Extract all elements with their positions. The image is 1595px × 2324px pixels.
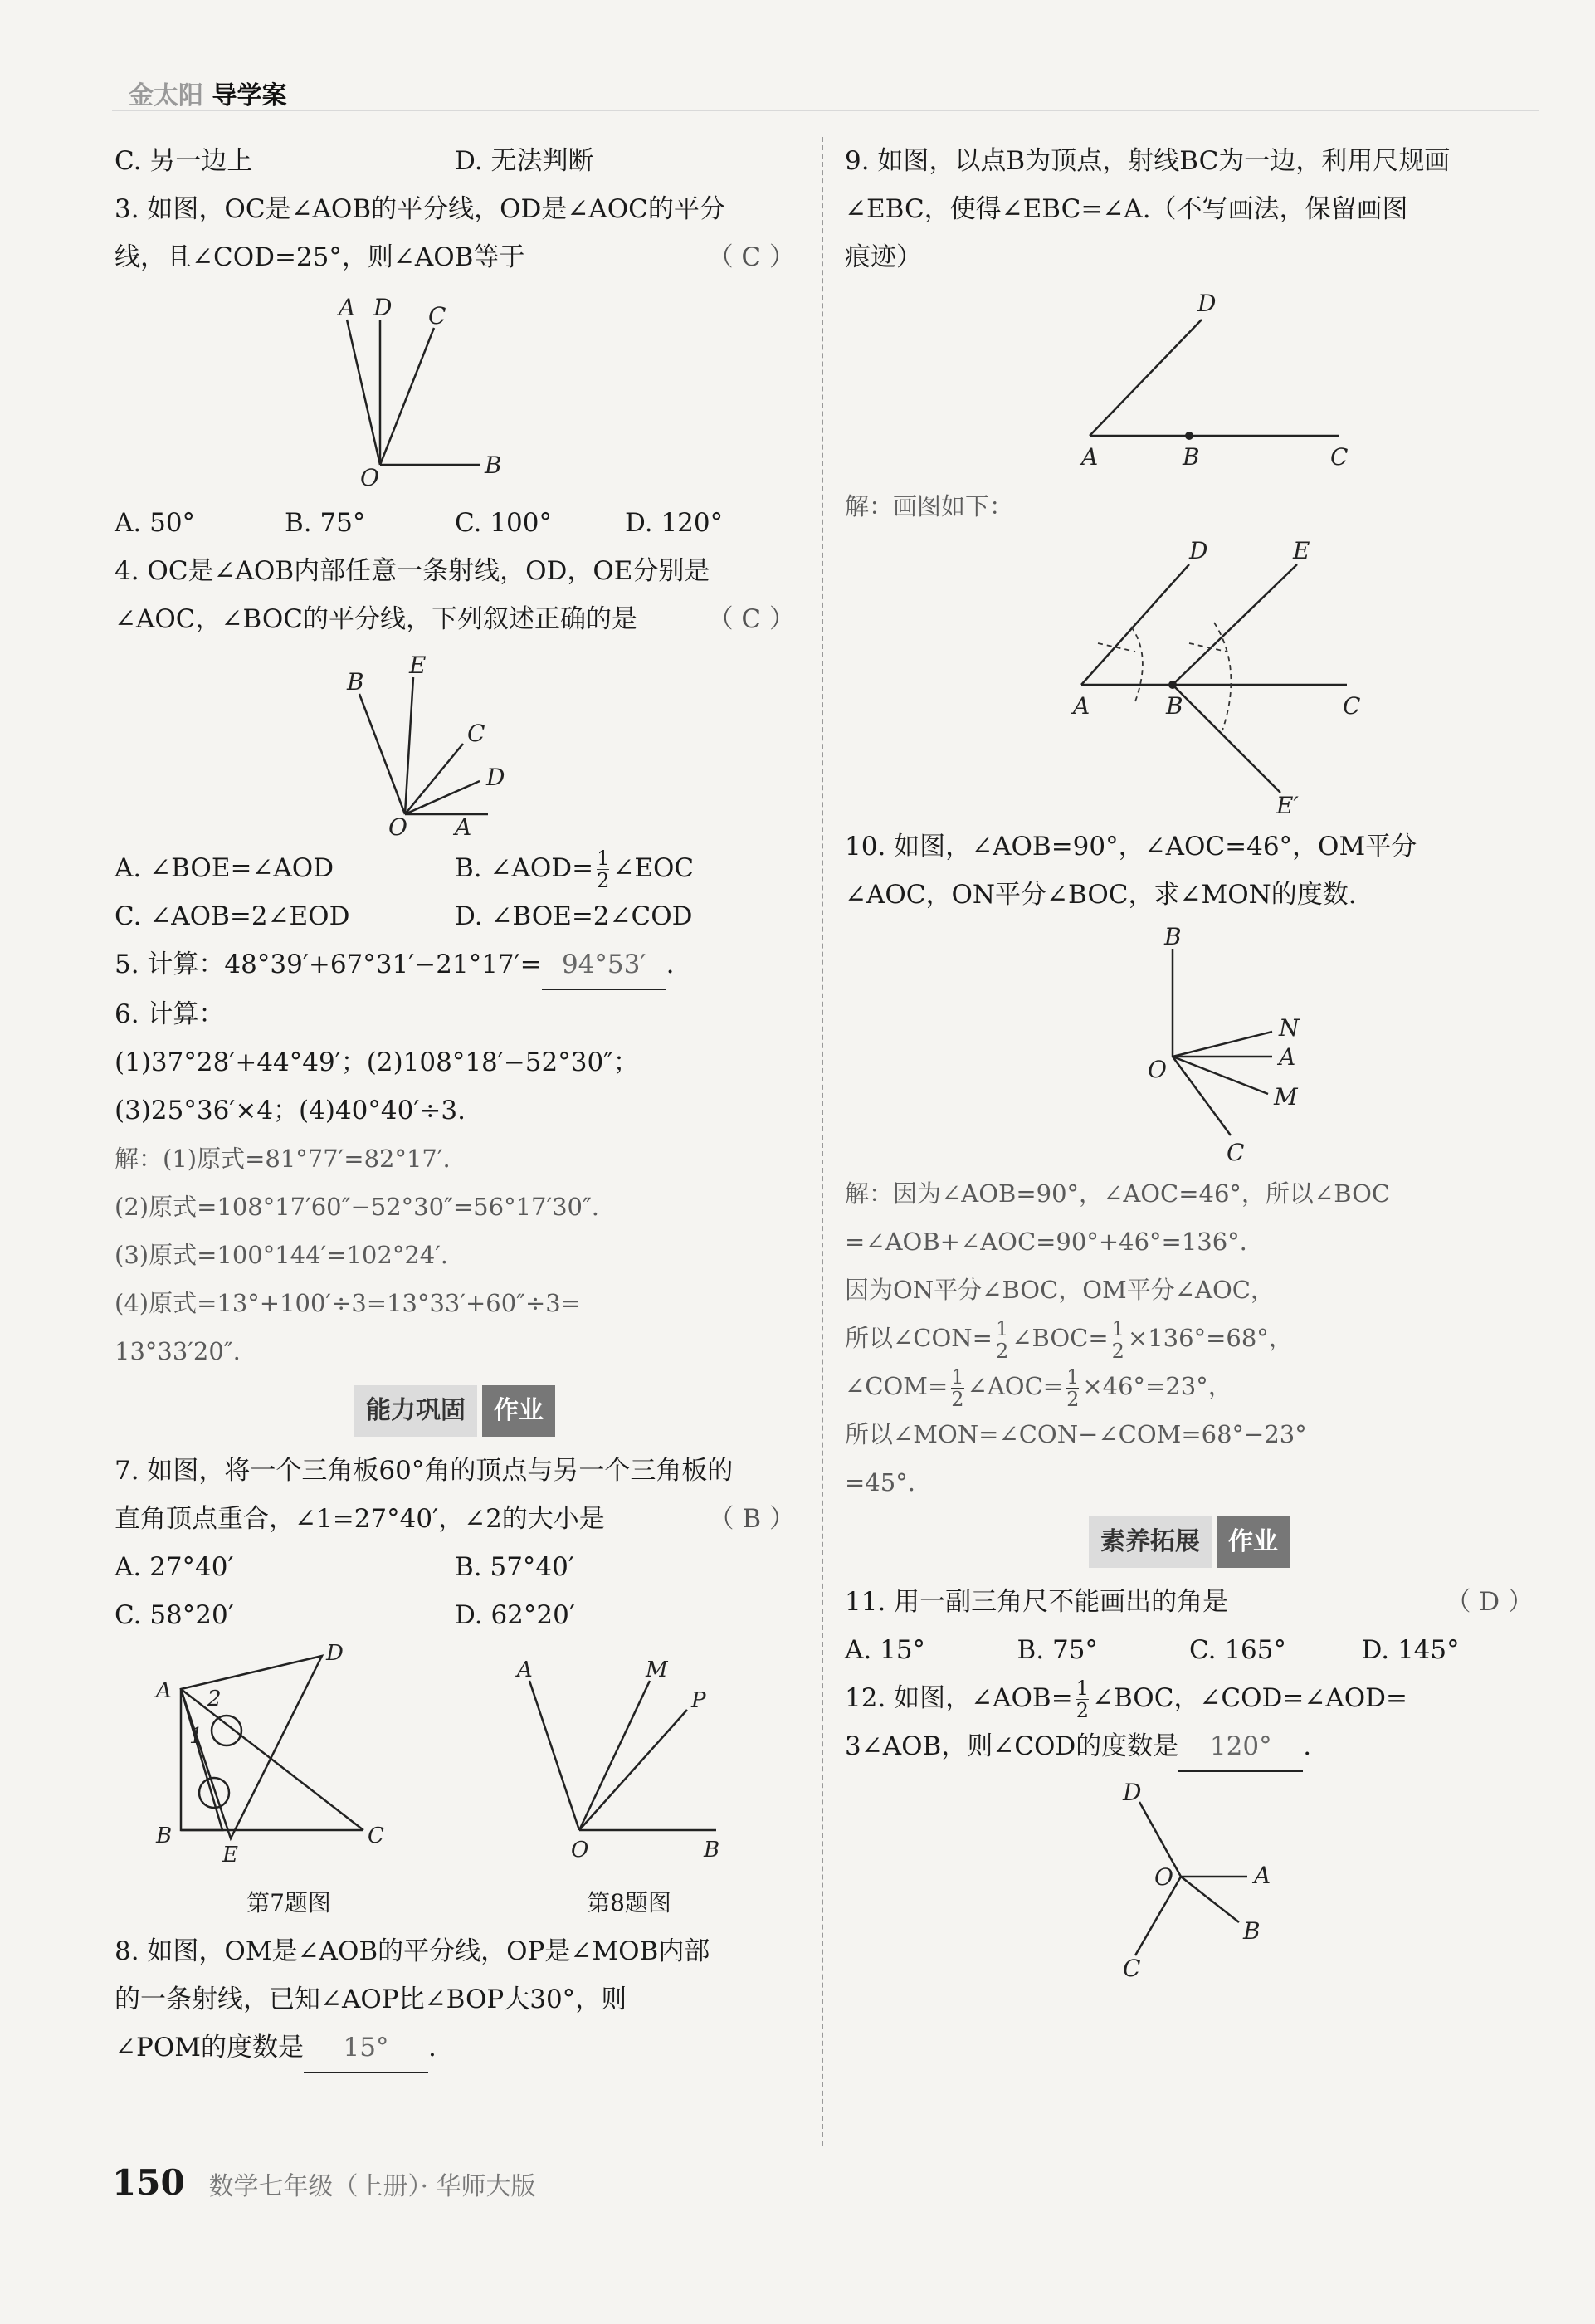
- fraction-half: [597, 847, 609, 891]
- left-column: [115, 137, 795, 2073]
- option: [455, 844, 795, 892]
- q5-answer: 94°53′: [542, 940, 666, 990]
- fraction-half: [996, 1318, 1008, 1362]
- q6-solution2: (2)原式=108°17′60″−52°30″=56°17′30″.: [115, 1193, 600, 1221]
- label-D: D: [486, 764, 505, 791]
- page-number: 150: [112, 2162, 185, 2203]
- s4b: ∠BOC=: [1012, 1324, 1109, 1352]
- fraction-half: [1066, 1366, 1079, 1410]
- q12-answer: 120°: [1178, 1722, 1303, 1772]
- q11-text: 11. 用一副三角尺不能画出的角是: [845, 1587, 1229, 1617]
- label-A: A: [517, 1658, 533, 1682]
- fraction-half: [951, 1366, 963, 1410]
- frac-den: 2: [1111, 1339, 1124, 1363]
- label-D: D: [326, 1641, 344, 1666]
- q6-solution1: 解：(1)原式=81°77′=82°17′.: [115, 1145, 451, 1173]
- label-N: N: [1279, 1014, 1300, 1042]
- q2-options: [115, 137, 795, 185]
- q7-q8-figures: [115, 1639, 795, 1927]
- q3-line1: 3. 如图，OC是∠AOB的平分线，OD是∠AOC的平分: [115, 194, 725, 224]
- s5a: ∠COM=: [845, 1372, 949, 1400]
- label-O: O: [1154, 1863, 1173, 1891]
- option: C. 58°20′: [115, 1600, 234, 1630]
- option: A. ∠BOE=∠AOD: [115, 853, 334, 883]
- q3-line2: [115, 233, 795, 281]
- q6-solution4: (4)原式=13°+100′÷3=13°33′+60″÷3=: [115, 1289, 582, 1317]
- q8-line1: 8. 如图，OM是∠AOB的平分线，OP是∠MOB内部: [115, 1936, 710, 1966]
- frac-den: 2: [995, 1339, 1009, 1363]
- q9-line2: ∠EBC，使得∠EBC=∠A.（不写画法，保留画图: [845, 194, 1408, 224]
- frac-num: 1: [995, 1316, 1009, 1340]
- option: C. 另一边上: [115, 146, 253, 176]
- label-E: E: [222, 1843, 238, 1863]
- q7-figure-block: [148, 1639, 430, 1927]
- banner-title: 素养拓展: [1089, 1516, 1212, 1568]
- q12-line2: 3∠AOB，则∠COD的度数是 120° .: [845, 1722, 1534, 1772]
- label-C: C: [1330, 443, 1349, 471]
- option: A. 50°: [115, 508, 196, 538]
- label-A: A: [1279, 1043, 1296, 1071]
- angle-2: 2: [207, 1687, 222, 1711]
- q10-solution1: 解：因为∠AOB=90°，∠AOC=46°，所以∠BOC: [845, 1179, 1391, 1208]
- s4a: 所以∠CON=: [845, 1324, 993, 1352]
- option: D. ∠BOE=2∠COD: [455, 901, 693, 931]
- label-B: B: [347, 668, 364, 696]
- q7-line1: 7. 如图，将一个三角板60°角的顶点与另一个三角板的: [115, 1456, 734, 1486]
- label-M: M: [1274, 1083, 1298, 1111]
- q8-line2: 的一条射线，已知∠AOP比∠BOP大30°，则: [115, 1985, 627, 2014]
- right-column: [845, 137, 1534, 1990]
- q3-figure: [314, 286, 596, 494]
- q10-figure: [1065, 924, 1314, 1164]
- option: B. 75°: [285, 508, 366, 538]
- option: C. 100°: [455, 508, 552, 538]
- q4-line1: 4. OC是∠AOB内部任意一条射线，OD，OE分别是: [115, 556, 710, 586]
- option-b-post: ∠EOC: [612, 853, 695, 883]
- q9-solution-figure: [990, 535, 1388, 818]
- section-banner: [845, 1516, 1534, 1568]
- q7-text: 直角顶点重合，∠1=27°40′，∠2的大小是: [115, 1504, 605, 1534]
- label-O: O: [388, 813, 407, 839]
- q12-line1: [845, 1674, 1534, 1722]
- q9-solution: 解：画图如下：: [845, 492, 1014, 520]
- caption-q7: 第7题图: [246, 1889, 331, 1916]
- banner-title: 能力巩固: [354, 1385, 477, 1437]
- label-B: B: [1164, 924, 1182, 950]
- label-B: B: [156, 1824, 173, 1848]
- label-E: E: [409, 652, 427, 679]
- q8-text: ∠POM的度数是: [115, 2033, 304, 2063]
- label-B: B: [704, 1838, 720, 1863]
- column-divider: [822, 137, 823, 2146]
- q9-line3: 痕迹）: [845, 242, 922, 272]
- q9-figure: [998, 286, 1380, 477]
- label-P: P: [691, 1688, 706, 1713]
- label-A: A: [1081, 443, 1099, 471]
- q7-answer: （ B ）: [708, 1504, 795, 1534]
- brand-part-a: 金太阳: [129, 81, 203, 110]
- q6-solution3: (3)原式=100°144′=102°24′.: [115, 1241, 449, 1269]
- point-b: [1185, 432, 1193, 440]
- q11: [845, 1578, 1534, 1626]
- label-B: B: [1183, 443, 1200, 471]
- label-O: O: [571, 1838, 589, 1863]
- label-A: A: [156, 1678, 172, 1703]
- option: D. 无法判断: [455, 146, 594, 176]
- q3-options: [115, 499, 795, 547]
- option: D. 62°20′: [455, 1600, 575, 1630]
- q6: 6. 计算：: [115, 999, 225, 1029]
- q10-solution7: =45°.: [845, 1468, 915, 1496]
- banner-tag: 作业: [1217, 1516, 1290, 1568]
- q12-figure: [1081, 1777, 1297, 1985]
- label-A: A: [1254, 1862, 1271, 1889]
- q3-text: 线，且∠COD=25°，则∠AOB等于: [115, 242, 525, 272]
- q7-options-row1: [115, 1543, 795, 1591]
- label-D: D: [1189, 537, 1208, 564]
- q6-line2: (3)25°36′×4；(4)40°40′÷3.: [115, 1096, 466, 1125]
- option: B. 75°: [1017, 1635, 1098, 1665]
- q6-solution5: 13°33′20″.: [115, 1337, 241, 1365]
- frac-num: 1: [1076, 1677, 1089, 1700]
- q10-solution4: [845, 1314, 1534, 1362]
- frac-den: 2: [1066, 1387, 1080, 1411]
- brand-logo: [129, 75, 286, 111]
- frac-den: 2: [597, 869, 610, 892]
- q11-answer: （ D ）: [1445, 1587, 1534, 1617]
- label-C: C: [1123, 1955, 1141, 1982]
- q8-figure: [496, 1639, 762, 1863]
- q4-text: ∠AOC，∠BOC的平分线，下列叙述正确的是: [115, 604, 637, 634]
- page-header: [112, 73, 1539, 111]
- frac-num: 1: [1066, 1365, 1080, 1389]
- fraction-half: [1076, 1677, 1089, 1721]
- banner-tag: 作业: [482, 1385, 555, 1437]
- q7-line2: [115, 1495, 795, 1543]
- q7-figure: [148, 1639, 430, 1863]
- option: C. 165°: [1189, 1635, 1286, 1665]
- q4-line2: [115, 595, 795, 643]
- q3-answer: （ C ）: [707, 242, 795, 272]
- q8-figure-block: [496, 1639, 762, 1927]
- q5-text: 5. 计算：48°39′+67°31′−21°17′=: [115, 950, 542, 979]
- option: A. 27°40′: [115, 1552, 234, 1582]
- label-D: D: [1197, 290, 1217, 317]
- q11-options: [845, 1626, 1534, 1674]
- label-D: D: [373, 294, 393, 321]
- label-A: A: [455, 813, 472, 839]
- label-A: A: [1073, 692, 1090, 720]
- q4-options-row1: [115, 844, 795, 892]
- q5: 5. 计算：48°39′+67°31′−21°17′= 94°53′ .: [115, 940, 795, 990]
- frac-num: 1: [951, 1365, 964, 1389]
- angle-1: 1: [189, 1724, 203, 1749]
- label-B: B: [485, 452, 502, 479]
- q4-answer: （ C ）: [707, 604, 795, 634]
- s5b: ∠AOC=: [967, 1372, 1064, 1400]
- label-B: B: [1166, 692, 1183, 720]
- label-B: B: [1243, 1917, 1261, 1945]
- q7-options-row2: [115, 1591, 795, 1639]
- label-E-prime: E′: [1276, 792, 1299, 818]
- q12-a: 12. 如图，∠AOB=: [845, 1683, 1073, 1713]
- label-O: O: [360, 464, 379, 491]
- frac-den: 2: [1076, 1699, 1089, 1722]
- q10-solution3: 因为ON平分∠BOC，OM平分∠AOC，: [845, 1276, 1275, 1304]
- option: B. 57°40′: [455, 1552, 574, 1582]
- q4-figure: [330, 648, 579, 839]
- label-C: C: [1343, 692, 1361, 720]
- q9-line1: 9. 如图，以点B为顶点，射线BC为一边，利用尺规画: [845, 146, 1451, 176]
- label-C: C: [1227, 1139, 1245, 1164]
- label-A: A: [339, 294, 356, 321]
- label-E: E: [1293, 537, 1310, 564]
- option: C. ∠AOB=2∠EOD: [115, 901, 350, 931]
- page-footer: [112, 2162, 536, 2203]
- s4c: ×136°=68°，: [1127, 1324, 1293, 1352]
- q10-solution5: [845, 1362, 1534, 1410]
- option: D. 120°: [625, 508, 724, 538]
- q8-line3: ∠POM的度数是 15° .: [115, 2024, 795, 2073]
- q10-line1: 10. 如图，∠AOB=90°，∠AOC=46°，OM平分: [845, 832, 1417, 862]
- option-b-pre: B. ∠AOD=: [455, 853, 594, 883]
- label-D: D: [1123, 1779, 1142, 1806]
- option: A. 15°: [845, 1635, 926, 1665]
- label-M: M: [646, 1658, 668, 1682]
- fraction-half: [1112, 1318, 1124, 1362]
- label-O: O: [1148, 1056, 1167, 1083]
- s5c: ×46°=23°，: [1082, 1372, 1232, 1400]
- label-C: C: [467, 720, 485, 747]
- book-title: 数学七年级（上册）· 华师大版: [208, 2172, 536, 2201]
- q10-line2: ∠AOC，ON平分∠BOC，求∠MON的度数.: [845, 880, 1357, 910]
- label-C: C: [428, 302, 446, 330]
- frac-num: 1: [597, 847, 610, 870]
- frac-num: 1: [1111, 1316, 1124, 1340]
- frac-den: 2: [951, 1387, 964, 1411]
- brand-part-b: 导学案: [212, 81, 287, 110]
- q10-solution2: =∠AOB+∠AOC=90°+46°=136°.: [845, 1228, 1247, 1256]
- q4-options-row2: [115, 892, 795, 940]
- q8-answer: 15°: [304, 2024, 428, 2073]
- q12-text: 3∠AOB，则∠COD的度数是: [845, 1731, 1179, 1761]
- q12-b: ∠BOC，∠COD=∠AOD=: [1091, 1683, 1407, 1713]
- q10-solution6: 所以∠MON=∠CON−∠COM=68°−23°: [845, 1420, 1307, 1448]
- section-banner: [115, 1385, 795, 1437]
- option: D. 145°: [1361, 1635, 1460, 1665]
- caption-q8: 第8题图: [587, 1889, 671, 1916]
- label-C: C: [368, 1824, 384, 1848]
- point-b: [1168, 681, 1177, 689]
- q6-line1: (1)37°28′+44°49′；(2)108°18′−52°30″；: [115, 1047, 639, 1077]
